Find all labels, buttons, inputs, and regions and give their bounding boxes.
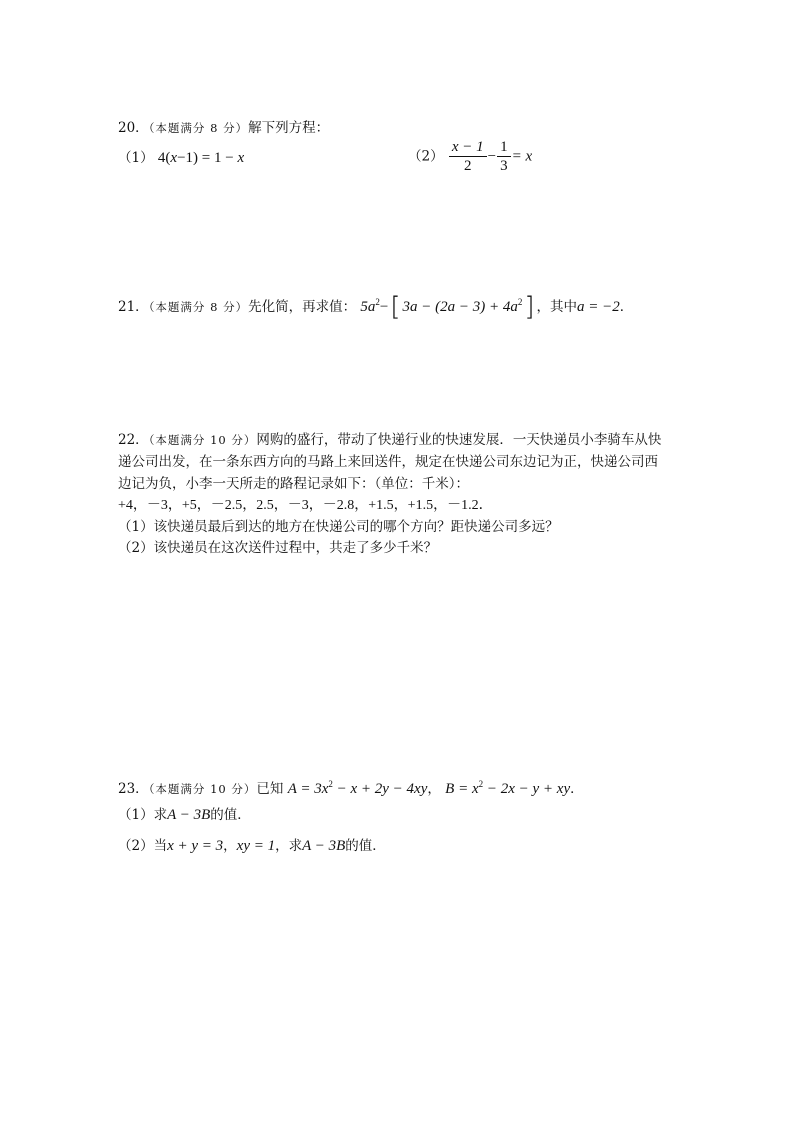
q20-p2-minus: − xyxy=(487,148,497,165)
q21-expression: $5a^2-$[ $3a - (2a - 3) + 4a^2$] xyxy=(360,292,535,322)
q23-equation-a: $A = 3x^2 - x + 2y - 4xy$ xyxy=(287,779,428,797)
q21-text-mid: ，其中 xyxy=(536,299,578,315)
q23-text-before: 已知 xyxy=(256,781,284,797)
q23-separator: ， xyxy=(427,781,441,797)
q23-sub2-condition-2: xy = 1 xyxy=(236,838,276,854)
q20-number: 20． xyxy=(118,120,149,136)
q23-sub-question-2: （2）当x + y = 3，xy = 1，求A − 3B的值． xyxy=(118,838,386,854)
q23-sub1-expression: A − 3B xyxy=(167,807,211,823)
q22-number: 22． xyxy=(118,432,149,448)
q23-sub2-expression: A − 3B xyxy=(302,838,346,854)
q20-p2-fraction-1: $\frac{x - 1}{2}$ xyxy=(449,138,487,175)
q22-line-1 xyxy=(118,430,661,450)
q21-line xyxy=(118,292,634,322)
q20-part1 xyxy=(118,148,244,168)
q21-score: （本题满分 8 分） xyxy=(148,300,249,314)
q23-sub-question-1: （1）求A − 3B的值． xyxy=(118,807,251,823)
q22-sub-question-2: （2）该快递员在这次送件过程中，共走了多少千米？ xyxy=(118,540,438,556)
q20-p1-label: （1） xyxy=(118,150,154,166)
q22-sub-question-1: （1）该快递员最后到达的地方在快递公司的哪个方向？距快递公司多远？ xyxy=(118,519,559,535)
q22-line-2: 递公司出发，在一条东西方向的马路上来回送件，规定在快递公司东边记为正，快递公司西 xyxy=(118,454,658,470)
q21-condition: a = −2 xyxy=(577,299,620,315)
q20-p2-rhs: = x xyxy=(511,148,533,165)
q20-p2-label: （2） xyxy=(408,148,444,165)
q21-end: ． xyxy=(619,299,634,315)
q22-distance-records: +4，－3，+5，－2.5，2.5，－3，－2.8，+1.5，+1.5，－1.2． xyxy=(118,498,493,513)
q21-number: 21． xyxy=(118,299,149,315)
q22-text-1: 网购的盛行，带动了快递行业的快速发展．一天快递员小李骑车从快 xyxy=(256,432,662,448)
q23-sub2-condition-1: x + y = 3 xyxy=(167,838,224,854)
q22-score: （本题满分 10 分） xyxy=(148,433,257,447)
q22-line-3: 边记为负，小李一天所走的路程记录如下：（单位：千米）： xyxy=(118,476,469,492)
q23-number: 23． xyxy=(118,781,149,797)
q20-p2-fraction-2: $\frac{1}{3}$ xyxy=(497,138,511,175)
q20-p1-equation: 4(x−1) = 1 − x xyxy=(157,150,245,166)
q20-title: 解下列方程： xyxy=(248,120,330,136)
q23-line xyxy=(118,774,584,799)
q23-end: ． xyxy=(570,781,584,797)
q21-text-before: 先化简，再求值： xyxy=(248,299,357,315)
q20-heading xyxy=(118,118,329,138)
q20-part2 xyxy=(408,138,532,175)
q20-score: （本题满分 8 分） xyxy=(148,121,249,135)
q23-score: （本题满分 10 分） xyxy=(148,782,257,796)
q23-equation-b: $B = x^2 - 2x - y$ + xy xyxy=(445,779,571,797)
